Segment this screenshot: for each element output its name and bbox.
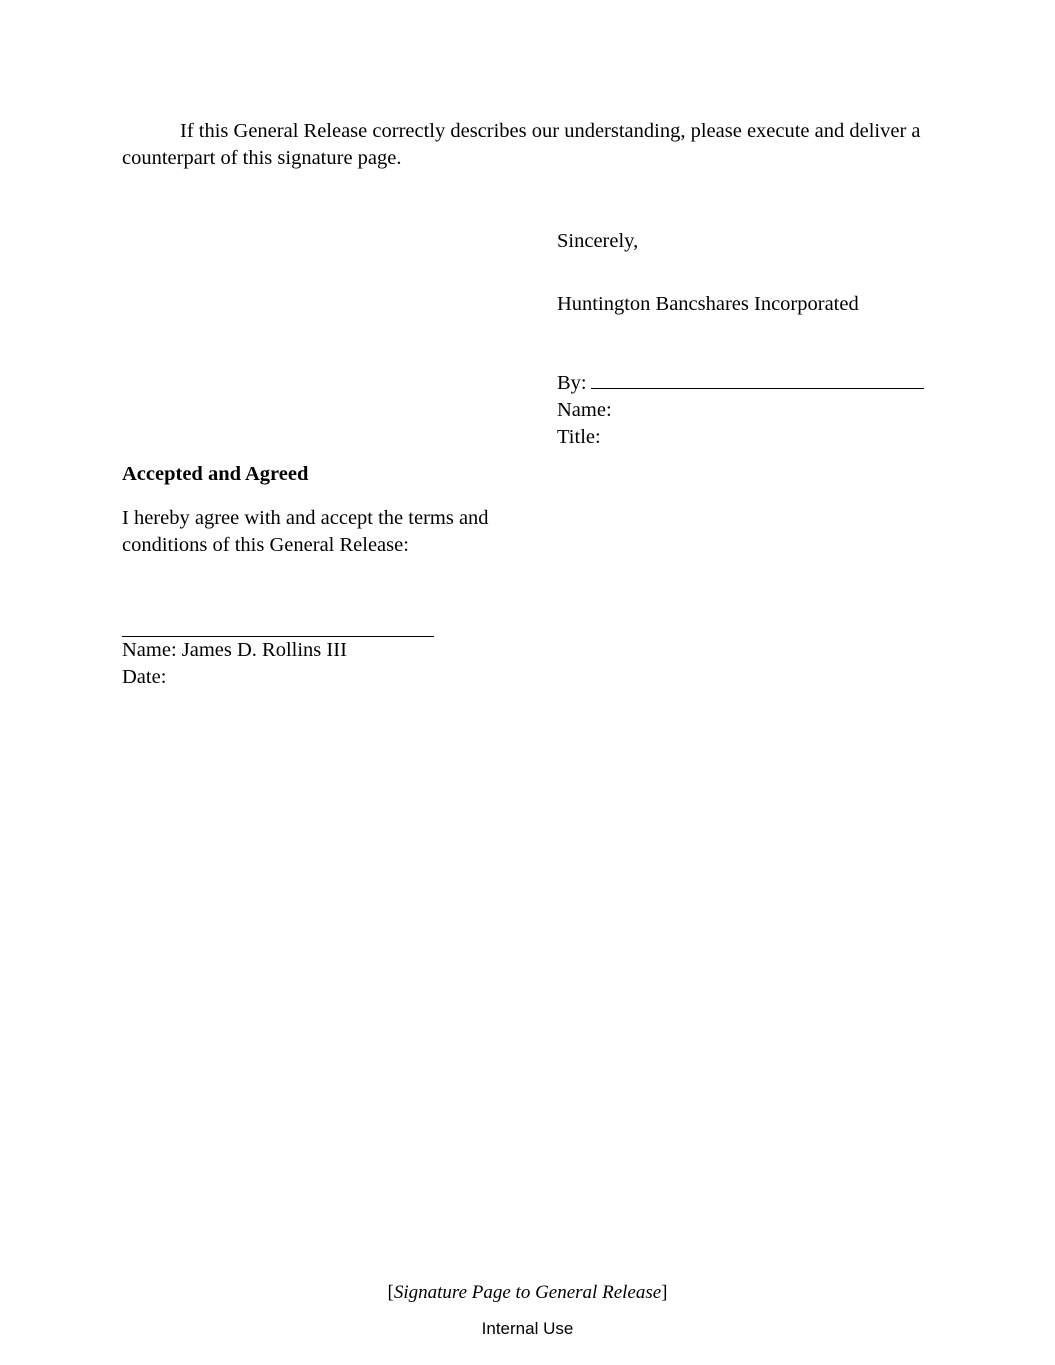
signer-date-line: Date: <box>122 666 167 688</box>
footer-bracket-open: [ <box>387 1282 394 1303</box>
internal-use-marking: Internal Use <box>481 1319 574 1338</box>
intro-paragraph <box>122 118 934 172</box>
footer-bracket-close: ] <box>661 1282 668 1303</box>
intro-paragraph-block <box>122 118 934 172</box>
by-signature-row <box>557 370 947 397</box>
company-signature-block <box>557 228 947 451</box>
by-label: By: <box>557 372 587 394</box>
by-signature-line <box>591 387 924 389</box>
signer-signature-line <box>122 612 434 637</box>
closing-salutation: Sincerely, <box>557 230 639 252</box>
company-title-label: Title: <box>557 426 601 448</box>
acceptance-statement: I hereby agree with and accept the terms and conditions of this General Release: <box>122 507 489 556</box>
intro-paragraph-text: If this General Release correctly describes our understanding, please execute and deliver a counterpart of this signature page. <box>122 120 921 169</box>
company-name-label: Name: <box>557 399 612 421</box>
signer-name-line: Name: James D. Rollins III <box>122 639 347 661</box>
company-name: Huntington Bancshares Incorporated <box>557 293 859 315</box>
footer-caption <box>0 1281 1055 1305</box>
acceptance-statement-block <box>122 505 552 559</box>
accepted-and-agreed-heading: Accepted and Agreed <box>122 463 309 485</box>
signer-block <box>122 612 542 691</box>
footer-caption-text: Signature Page to General Release <box>393 1282 662 1303</box>
